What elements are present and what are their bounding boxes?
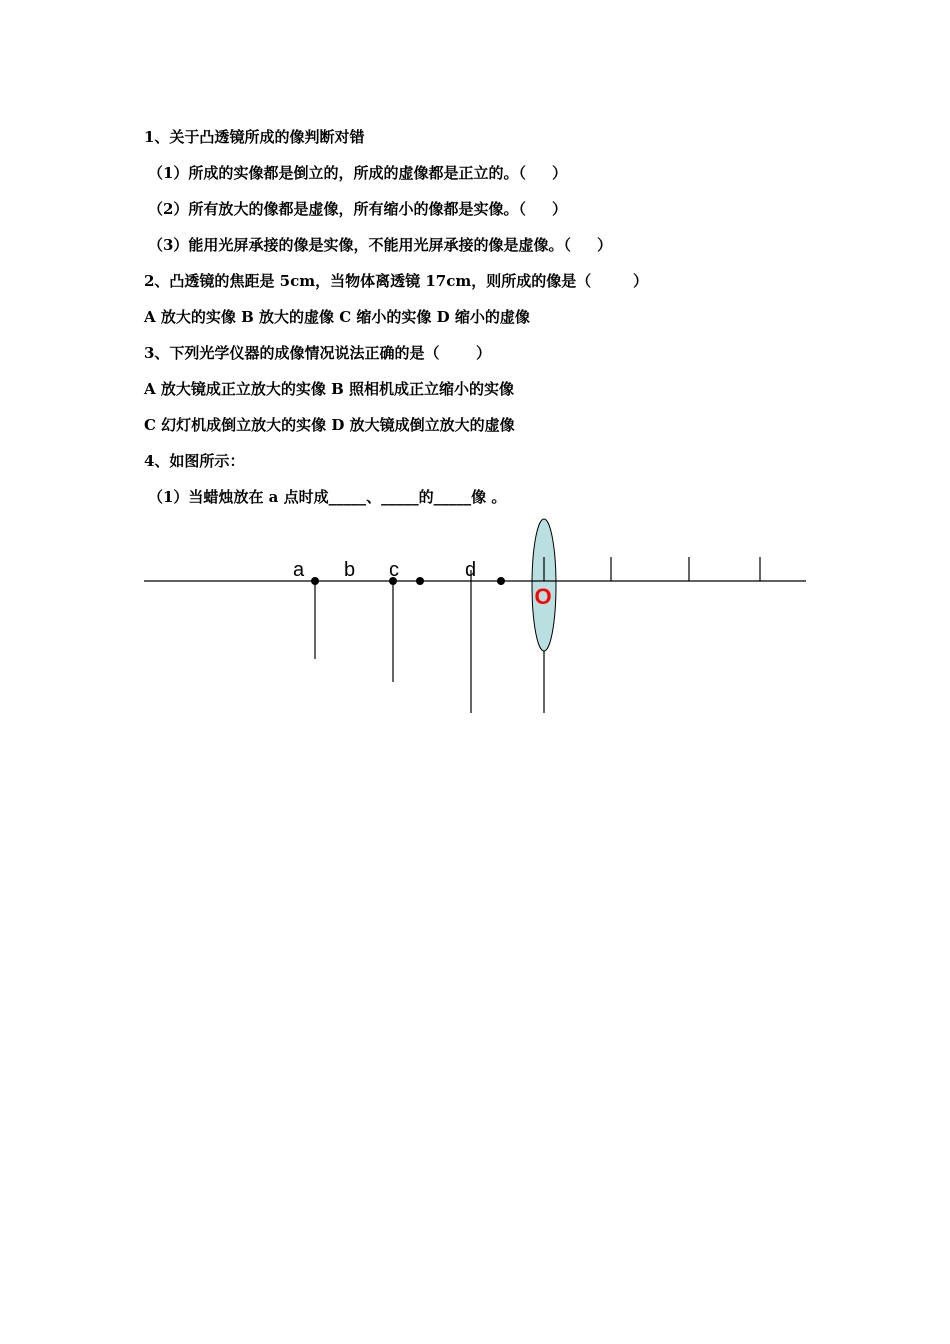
question-3-options-line-2: C 幻灯机成倒立放大的实像 D 放大镜成倒立放大的虚像 [144, 416, 515, 434]
question-2-title: 2、凸透镜的焦距是 5cm，当物体离透镜 17cm，则所成的像是（ ） [144, 272, 648, 290]
question-3-options-line-1: A 放大镜成正立放大的实像 B 照相机成正立缩小的实像 [144, 380, 514, 398]
point-a-dot [311, 577, 319, 585]
question-1-item-2: （2）所有放大的像都是虚像，所有缩小的像都是实像。（ ） [148, 200, 568, 218]
label-d: d [465, 559, 477, 581]
question-4-item-1: （1）当蜡烛放在 a 点时成_____、_____的_____像 。 [148, 488, 507, 506]
label-a: a [293, 559, 305, 581]
label-b: b [344, 559, 356, 581]
label-c: c [389, 559, 399, 581]
question-1-item-3: （3）能用光屏承接的像是实像，不能用光屏承接的像是虚像。（ ） [148, 236, 613, 254]
point-d-dot [497, 577, 505, 585]
point-focus-dot [416, 577, 424, 585]
question-1-title: 1、关于凸透镜所成的像判断对错 [144, 128, 365, 146]
question-3-title: 3、下列光学仪器的成像情况说法正确的是（ ） [144, 344, 491, 362]
question-4-title: 4、如图所示： [144, 452, 245, 470]
question-1-item-1: （1）所成的实像都是倒立的，所成的虚像都是正立的。（ ） [148, 164, 568, 182]
question-2-options: A 放大的实像 B 放大的虚像 C 缩小的实像 D 缩小的虚像 [144, 308, 530, 326]
optical-center-mark: O [534, 584, 552, 609]
